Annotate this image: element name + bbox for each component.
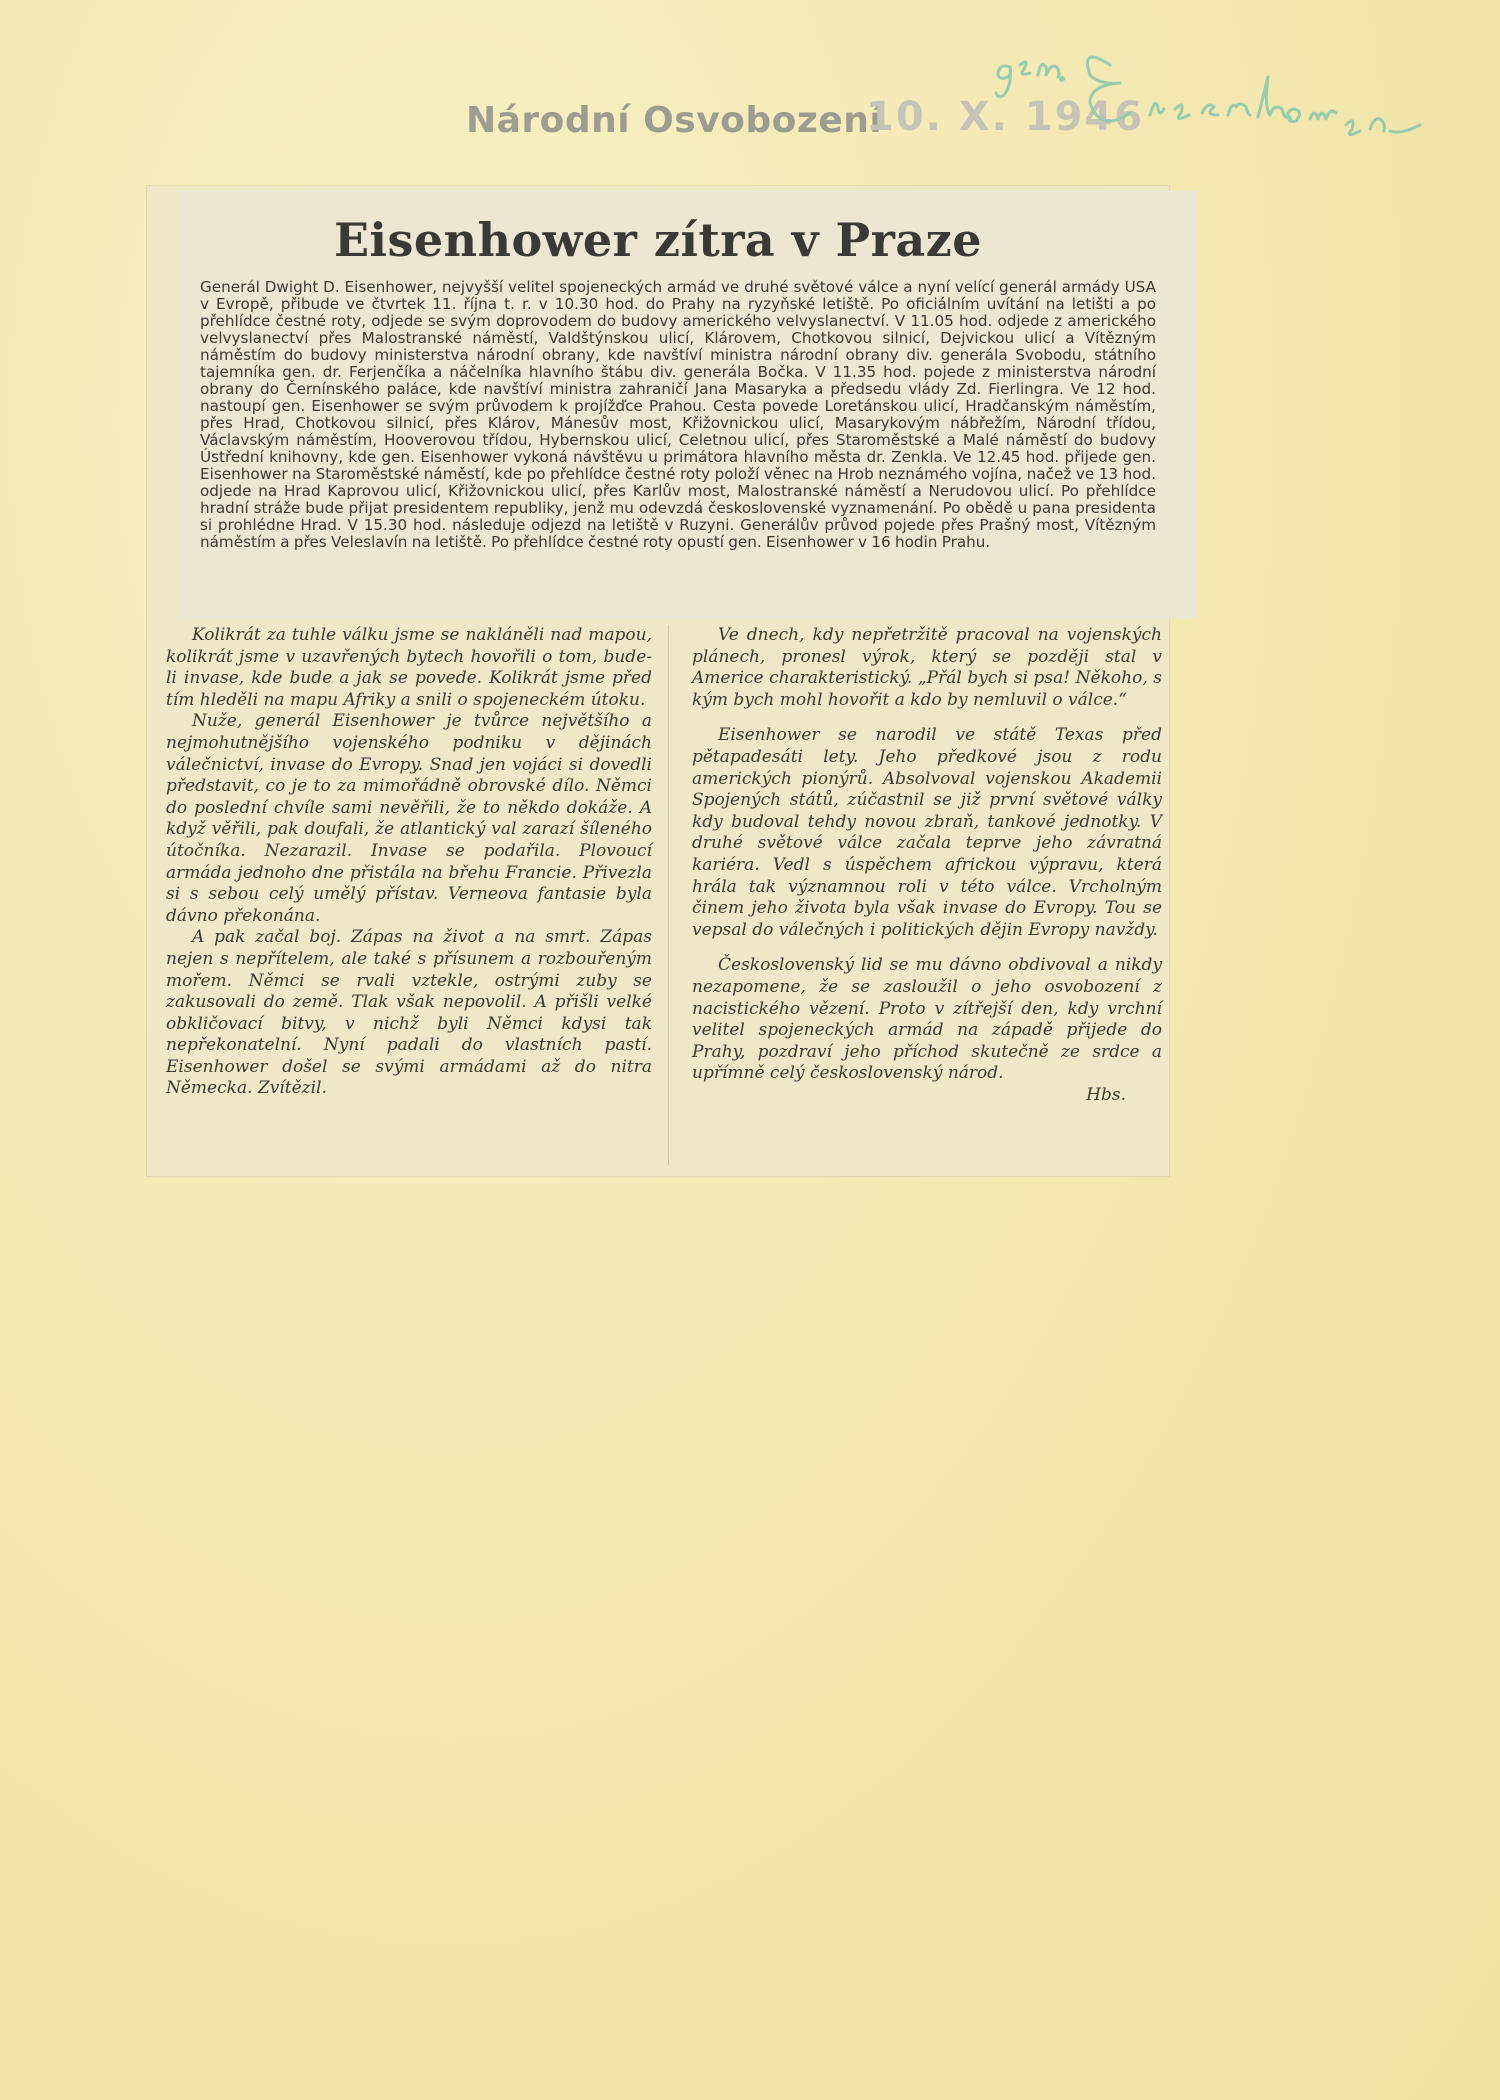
left-paragraph: Nuže, generál Eisenhower je tvůrce největšího a nejmohutnějšího vojenského podniku v dějinách válečnictví, invase do Evropy. Snad jen vojáci si dovedli představit, co je to za mimořádně obrovské dílo. Němci do poslední chvíle sami nevěřili, že to někdo dokáže. A když věřili, pak doufali, že atlantický val zarazí šíleného útočníka. Nezarazil. Invase se podařila. Plovoucí armáda jednoho dne přistála na břehu Francie. Přivezla si s sebou celý umělý přístav. Verneova fantasie byla dávno překonána. [166, 711, 652, 926]
handwritten-note [990, 35, 1490, 165]
right-paragraph: Československý lid se mu dávno obdivoval a nikdy nezapomene, že se zasloužil o jeho osvobození z nacistického vězení. Proto v zítřejší den, kdy vrchní velitel spojeneckých armád na západě přijede do Prahy, pozdraví jeho příchod skutečně ze srdce a upřímně celý československý národ. [692, 955, 1162, 1084]
right-paragraph: Eisenhower se narodil ve státě Texas před pětapadesáti lety. Jeho předkové jsou z rodu amerických pionýrů. Absolvoval vojenskou Akademii Spojených států, zúčastnil se již první světové války kdy budoval tehdy novou zbraň, tankové jednotky. V druhé světové válce začala teprve jeho závratná kariéra. Vedl s úspěchem africkou výpravu, která hrála tak významnou roli v této válce. Vrcholným činem jeho života byla však invase do Evropy. Tou se vepsal do válečných i politických dějin Evropy navždy. [692, 725, 1162, 940]
article-headline: Eisenhower zítra v Praze [333, 213, 983, 267]
right-paragraph: Ve dnech, kdy nepřetržitě pracoval na vojenských plánech, pronesl výrok, který se později stal v Americe charakteristický. „Přál bych si psa! Někoho, s kým bych mohl hovořit a kdo by nemluvil o válce.“ [692, 625, 1162, 710]
column-divider [668, 625, 669, 1165]
article-lead: Generál Dwight D. Eisenhower, nejvyšší velitel spojeneckých armád ve druhé světové válce a nyní velící generál armády USA v Evropě, přibude ve čtvrtek 11. října t. r. v 10.30 hod. do Prahy na ryzyňské letiště. Po oficiálním uvítání na letišti a po přehlídce čestné roty, odjede se svým doprovodem do budovy amerického velvyslanectví. V 11.05 hod. odjede z amerického velvyslanectví přes Malostranské náměstí, Valdštýnskou ulicí, Klárovem, Chotkovou silnicí, Dejvickou ulicí a Vítězným náměstím do budovy ministerstva národní obrany, kde navštíví ministra národní obrany div. generála Svobodu, státního tajemníka gen. dr. Ferjenčíka a náčelníka hlavního štábu div. generála Bočka. V 11.35 hod. pojede z ministerstva národní obrany do Černínského paláce, kde navštíví ministra zahraničí Jana Masaryka a předsedu vlády Zd. Fierlingra. Ve 12 hod. nastoupí gen. Eisenhower se svým průvodem k projížďce Prahou. Cesta povede Loretánskou ulicí, Hradčanským náměstím, přes Hrad, Chotkovou silnicí, přes Klárov, Mánesův most, Křižovnickou ulicí, Masarykovým nábřežím, Národní třídou, Václavským náměstím, Hooverovou třídou, Hybernskou ulicí, Celetnou ulicí, přes Staroměstské a Malé náměstí do budovy Ústřední knihovny, kde gen. Eisenhower vykoná návštěvu u primátora hlavního města dr. Zenkla. Ve 12.45 hod. přijede gen. Eisenhower na Staroměstské náměstí, kde po přehlídce čestné roty položí věnec na Hrob neznámého vojína, načež ve 13 hod. odjede na Hrad Kaprovou ulicí, Křižovnickou ulicí, přes Karlův most, Malostranské náměstí a Nerudovou ulicí. Po přehlídce hradní stráže bude přijat presidentem republiky, jenž mu odevzdá československé vyznamenání. Po obědě u pana presidenta si prohlédne Hrad. V 15.30 hod. následuje odjezd na letiště v Ruzyni. Generálův průvod pojede přes Prašný most, Vítězným náměstím a přes Veleslavín na letiště. Po přehlídce čestné roty opustí gen. Eisenhower v 16 hodin Prahu. [200, 278, 1156, 551]
left-paragraph: Kolikrát za tuhle válku jsme se nakláněli nad mapou, kolikrát jsme v uzavřených bytech hovořili o tom, bude-li invase, kde bude a jak se povede. Kolikrát jsme před tím hleděli na mapu Afriky a snili o spojeneckém útoku. [166, 625, 652, 710]
date-stamp: 10. X. 1946 [866, 94, 1145, 140]
source-stamp: Národní Osvobození [466, 100, 883, 141]
newspaper-clipping [146, 185, 1170, 1177]
article-left-column [166, 625, 652, 1100]
article-right-column [692, 625, 1162, 1106]
author-signature: Hbs. [1086, 1084, 1126, 1105]
left-paragraph: A pak začal boj. Zápas na život a na smrt. Zápas nejen s nepřítelem, ale také s přísunem a rozbouřeným mořem. Němci se rvali vztekle, ostrými zuby se zakusovali do země. Tlak však nepovolil. A přišli velké obkličovací bitvy, v nichž byli Němci kdysi tak nepřekonatelní. Nyní padali do vlastních pastí. Eisenhower došel se svými armádami až do nitra Německa. Zvítězil. [166, 927, 652, 1099]
